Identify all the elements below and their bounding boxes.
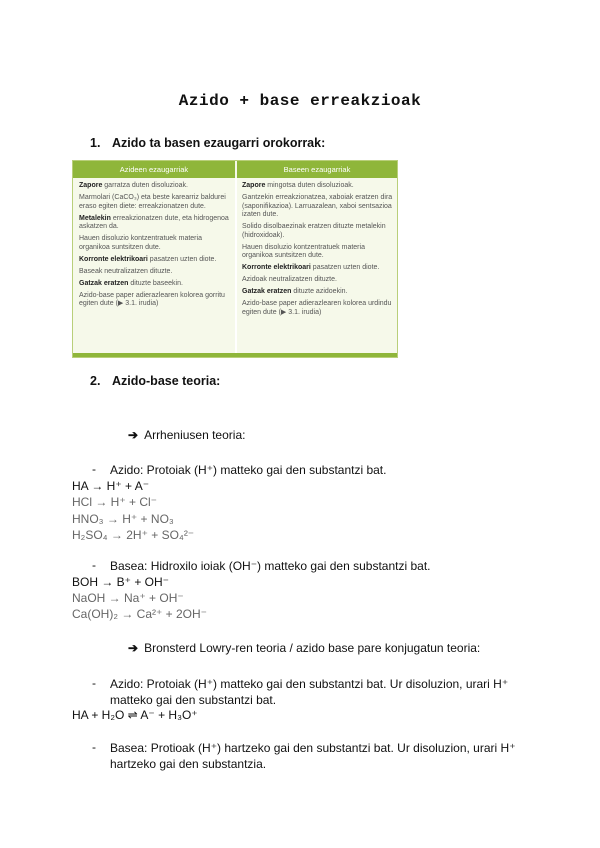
arrhenius-acid-definition: Azido: Protoiak (H⁺) matteko gai den substantzi bat.	[110, 463, 387, 477]
table-cell-text	[242, 182, 394, 191]
arrhenius-heading: ➔ Arrheniusen teoria:	[128, 428, 246, 442]
table-cell-body: dituzte baseekin.	[128, 279, 183, 287]
table-cell-text	[242, 300, 394, 317]
table-cell-body: Hauen disoluzio kontzentratuek materia organikoa suntsitzen dute.	[242, 243, 365, 260]
equation-line: HA + H₂O ⇌ A⁻ + H₃O⁺	[72, 708, 198, 722]
bronsted-base-definition: Basea: Protioak (H⁺) hartzeko gai den substantzi bat. Ur disoluzion, urari H⁺ hartzeko gai den substantzia.	[110, 741, 516, 771]
table-cell-text	[242, 223, 394, 240]
table-cell-body: pasatzen uzten diote.	[310, 264, 380, 272]
table-cell-text	[79, 215, 231, 232]
table-divider	[235, 178, 237, 357]
table-cell-body: Marmolari (CaCO₃) eta beste karearriz baldurei eraso egiten diete: erreakzionatzen dute.	[79, 193, 226, 210]
table-cell-body: Gantzekin erreakzionatzea, xaboiak eratzen dira (saponifikazioa). Larruazalean, xaboi sentsazioa izaten dute.	[242, 193, 393, 219]
equation-line: HCl → H⁺ + Cl⁻	[72, 495, 158, 509]
bullet-dash: -	[92, 676, 96, 690]
table-cell-body: Azido-base paper adierazlearen kolorea gorritu egiten dute (▶ 3.1. irudia)	[79, 291, 225, 308]
table-cell-body: Baseak neutralizatzen dituzte.	[79, 267, 173, 275]
table-cell-body: Hauen disoluzio kontzentratuek materia organikoa suntsitzen dute.	[79, 235, 202, 251]
table-cell-text	[242, 244, 394, 261]
table-cell-text	[79, 292, 231, 309]
table-cell-body: erreakzionatzen dute, eta hidrogenoa askatzen da.	[79, 214, 229, 231]
table-header-bases: Baseen ezaugarriak	[237, 161, 397, 178]
bullet-dash: -	[92, 740, 96, 754]
section-heading-1: 1. Azido ta basen ezaugarri orokorrak:	[90, 136, 326, 150]
properties-table	[72, 160, 398, 358]
table-cell-text	[79, 235, 231, 252]
table-cell-text	[242, 194, 394, 220]
equation-line: HA → H⁺ + A⁻	[72, 479, 150, 493]
table-cell-body: dituzte azidoekin.	[291, 288, 348, 296]
table-cell-bold: Korronte elektrikoari	[79, 255, 148, 263]
table-cell-text	[242, 288, 394, 297]
table-column-bases	[242, 182, 394, 321]
bullet-dash: -	[92, 558, 96, 572]
page-title: Azido + base erreakzioak	[178, 92, 422, 110]
table-cell-body: Azido-base paper adierazlearen kolorea urdindu egiten dute (▶ 3.1. irudia)	[242, 300, 392, 316]
table-cell-bold: Metalekin	[79, 214, 111, 222]
table-cell-text	[79, 268, 231, 277]
table-cell-bold: Gatzak eratzen	[242, 288, 292, 296]
equation-line: NaOH → Na⁺ + OH⁻	[72, 591, 184, 605]
table-cell-bold: Korronte elektrikoari	[242, 264, 311, 272]
table-cell-text	[79, 182, 231, 191]
table-cell-bold: Zapore	[242, 182, 266, 189]
table-column-acids	[79, 182, 231, 312]
table-cell-bold: Gatzak eratzen	[79, 279, 129, 287]
table-cell-body: Azidoak neutralizatzen dituzte.	[242, 276, 337, 284]
arrhenius-base-definition: Basea: Hidroxilo ioiak (OH⁻) matteko gai den substantzi bat.	[110, 559, 431, 573]
bullet-dash: -	[92, 462, 96, 476]
equation-line: BOH → B⁺ + OH⁻	[72, 575, 170, 589]
bronsted-heading: ➔ Bronsterd Lowry-ren teoria / azido base pare konjugatun teoria:	[128, 641, 481, 655]
table-cell-text	[79, 280, 231, 289]
table-cell-text	[79, 194, 231, 211]
bronsted-acid-definition: Azido: Protoiak (H⁺) matteko gai den substantzi bat. Ur disoluzion, urari H⁺ matteko gai den substantzi bat.	[110, 677, 509, 707]
table-cell-body: pasatzen uzten diote.	[147, 255, 217, 263]
equation-line: H₂SO₄ → 2H⁺ + SO₄²⁻	[72, 528, 195, 542]
arrow-right-icon: ➔	[128, 428, 139, 442]
table-cell-bold: Zapore	[79, 182, 103, 189]
table-cell-body: Solido disolbaezinak eratzen dituzte metalekin (hidroxidoak).	[242, 223, 386, 239]
arrow-right-icon: ➔	[128, 641, 139, 655]
equation-line: Ca(OH)₂ → Ca²⁺ + 2OH⁻	[72, 607, 208, 621]
table-cell-body: garratza duten disoluzioak.	[102, 182, 188, 189]
section-heading-2: 2. Azido-base teoria:	[90, 374, 221, 388]
table-header-acids: Azideen ezaugarriak	[73, 161, 235, 178]
table-cell-text	[242, 276, 394, 285]
table-cell-text	[79, 256, 231, 265]
table-cell-text	[242, 264, 394, 273]
equation-line: HNO₃ → H⁺ + NO₃	[72, 512, 174, 526]
table-bottom-bar	[73, 353, 397, 357]
table-cell-body: mingotsa duten disoluzioak.	[265, 182, 354, 189]
